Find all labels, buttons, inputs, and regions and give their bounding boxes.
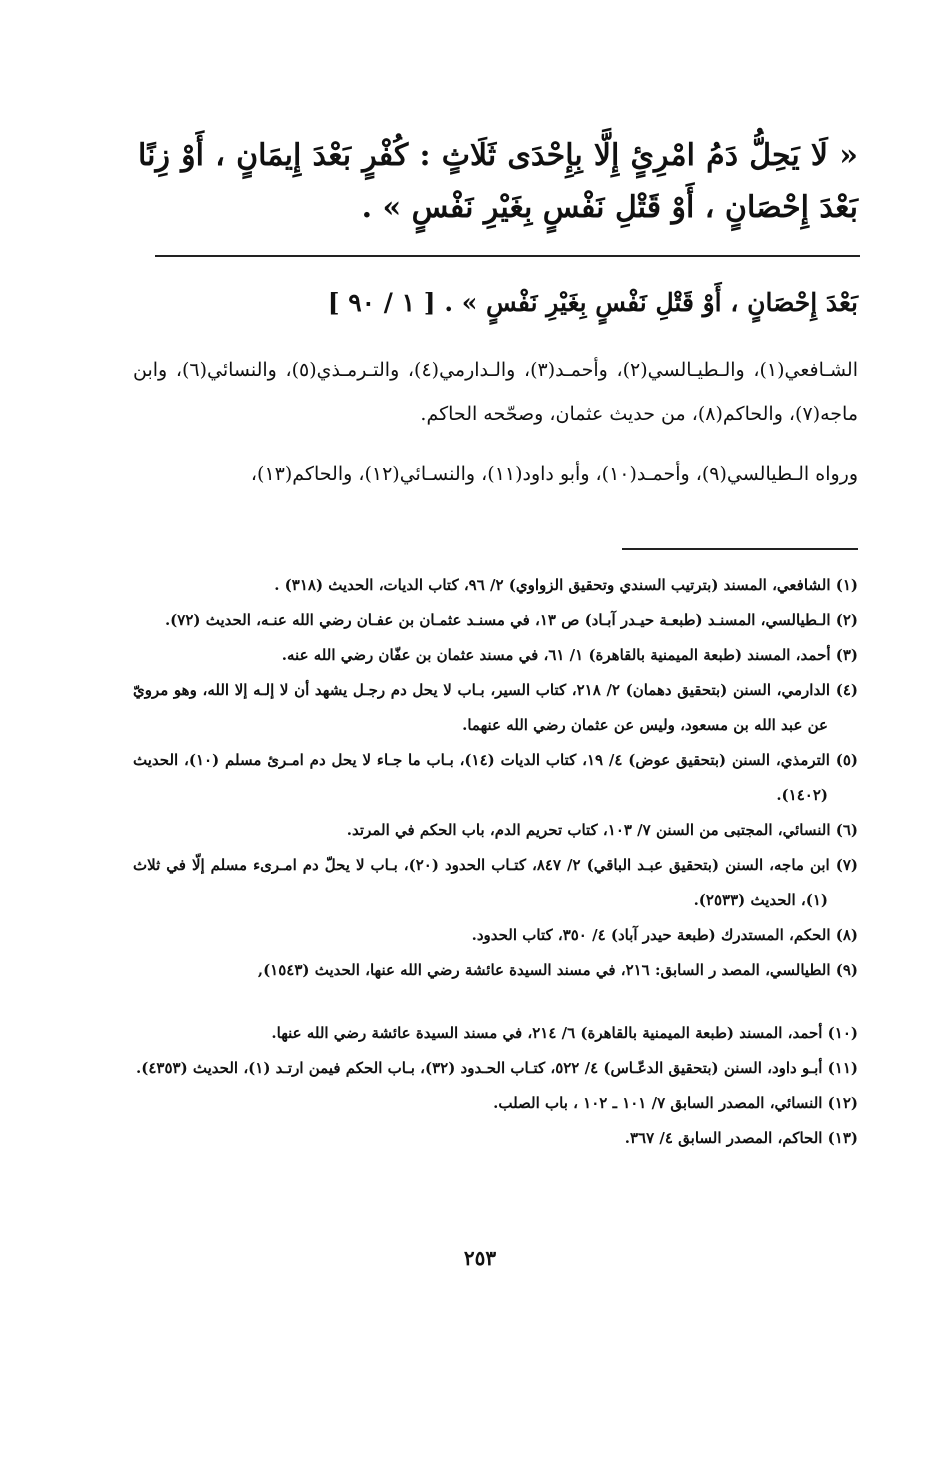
footnote-6: (٦) النسائي، المجتبى من السنن ٧/ ١٠٣، كتاب تحريم الدم، باب الحكم في المرتد.: [346, 821, 858, 839]
footnote-spacer: [133, 988, 858, 1016]
footnote-1: (١) الشافعي، المسند (بترتيب السندي وتحقيق الزواوي) ٢/ ٩٦، كتاب الديات، الحديث (٣١٨) .: [274, 576, 858, 594]
footnote-10: (١٠) أحمد، المسند (طبعة الميمنية بالقاهرة) ٦/ ٢١٤، في مسند السيدة عائشة رضي الله عنها.: [271, 1024, 858, 1042]
page-number: ٢٥٣: [463, 1246, 497, 1270]
footnotes-block: [133, 568, 858, 1156]
footnote-9: (٩) الطيالسي، المصد ر السابق: ٢١٦، في مسند السيدة عائشة رضي الله عنها، الحديث (١٥٤٣),: [257, 961, 858, 979]
footnote-12: (١٢) النسائي، المصدر السابق ٧/ ١٠١ ـ ١٠٢ ، باب الصلب.: [493, 1094, 858, 1112]
footnote-5: (٥) الترمذي، السنن (بتحقيق عوض) ٤/ ١٩، كتاب الديات (١٤)، بـاب ما جـاء لا يحل دم امـرئ مسلم (١٠)، الحديث (١٤٠٢).: [133, 751, 859, 804]
footnote-7: (٧) ابن ماجه، السنن (بتحقيق عبـد الباقي) ٢/ ٨٤٧، كتـاب الحدود (٢٠)، بـاب لا يحلّ دم امـرىء مسلم إلّا في ثلاث (١)، الحديث (٢٥٣٣).: [133, 856, 858, 909]
reference-line: بَعْدَ إِحْصَانٍ ، أَوْ قَتْلِ نَفْسٍ بِغَيْرِ نَفْسٍ » . [ ١ / ٩٠ ]: [327, 288, 858, 317]
footnote-8: (٨) الحكم، المستدرك (طبعة حيدر آباد) ٤/ ٣٥٠، كتاب الحدود.: [471, 926, 858, 944]
footnote-11: (١١) أبـو داود، السنن (بتحقيق الدعّـاس) ٤/ ٥٢٢، كتـاب الحـدود (٣٢)، بـاب الحكم فيمن ارتـد (١)، الحديث (٤٣٥٣).: [136, 1059, 858, 1077]
footnote-divider-line: [622, 548, 858, 550]
footnote-3: (٣) أحمد، المسند (طبعة الميمنية بالقاهرة) ١/ ٦١، في مسند عثمان بن عفّان رضي الله عنه.: [281, 646, 858, 664]
top-divider-line: [155, 255, 860, 257]
footnote-2: (٢) الـطيالسي، المسنـد (طبعـة حيـدر آبـاد) ص ١٣، في مسنـد عثمـان بن عفـان رضي الله عنـه، الحديث (٧٢).: [164, 611, 858, 629]
sources-paragraph-1: الشـافعي(١)، والـطيـالسي(٢)، وأحمـد(٣)، والـدارمي(٤)، والتـرمـذي(٥)، والنسائي(٦)، وابن ماجه(٧)، والحاكم(٨)، من حديث عثمان، وصحّحه الحاكم.: [133, 359, 858, 425]
sources-paragraph-2: ورواه الـطيالسي(٩)، وأحمـد(١٠)، وأبو داود(١١)، والنسـائي(١٢)، والحاكم(١٣)،: [250, 463, 858, 485]
footnote-4: (٤) الدارمي، السنن (بتحقيق دهمان) ٢/ ٢١٨، كتاب السير، بـاب لا يحل دم رجـل يشهد أن لا إلـه إلا الله، وهو مرويّ عن عبد الله بن مسعود، وليس عن عثمان رضي الله عنهما.: [133, 681, 858, 734]
footnote-13: (١٣) الحاكم، المصدر السابق ٤/ ٣٦٧.: [624, 1129, 858, 1147]
hadith-text: « لَا يَحِلُّ دَمُ امْرِئٍ إِلَّا بِإِحْدَى ثَلَاثٍ : كُفْرٍ بَعْدَ إِيمَانٍ ، أَوْ زِنًا بَعْدَ إِحْصَانٍ ، أَوْ قَتْلِ نَفْسٍ بِغَيْرِ نَفْسٍ » .: [138, 138, 858, 225]
